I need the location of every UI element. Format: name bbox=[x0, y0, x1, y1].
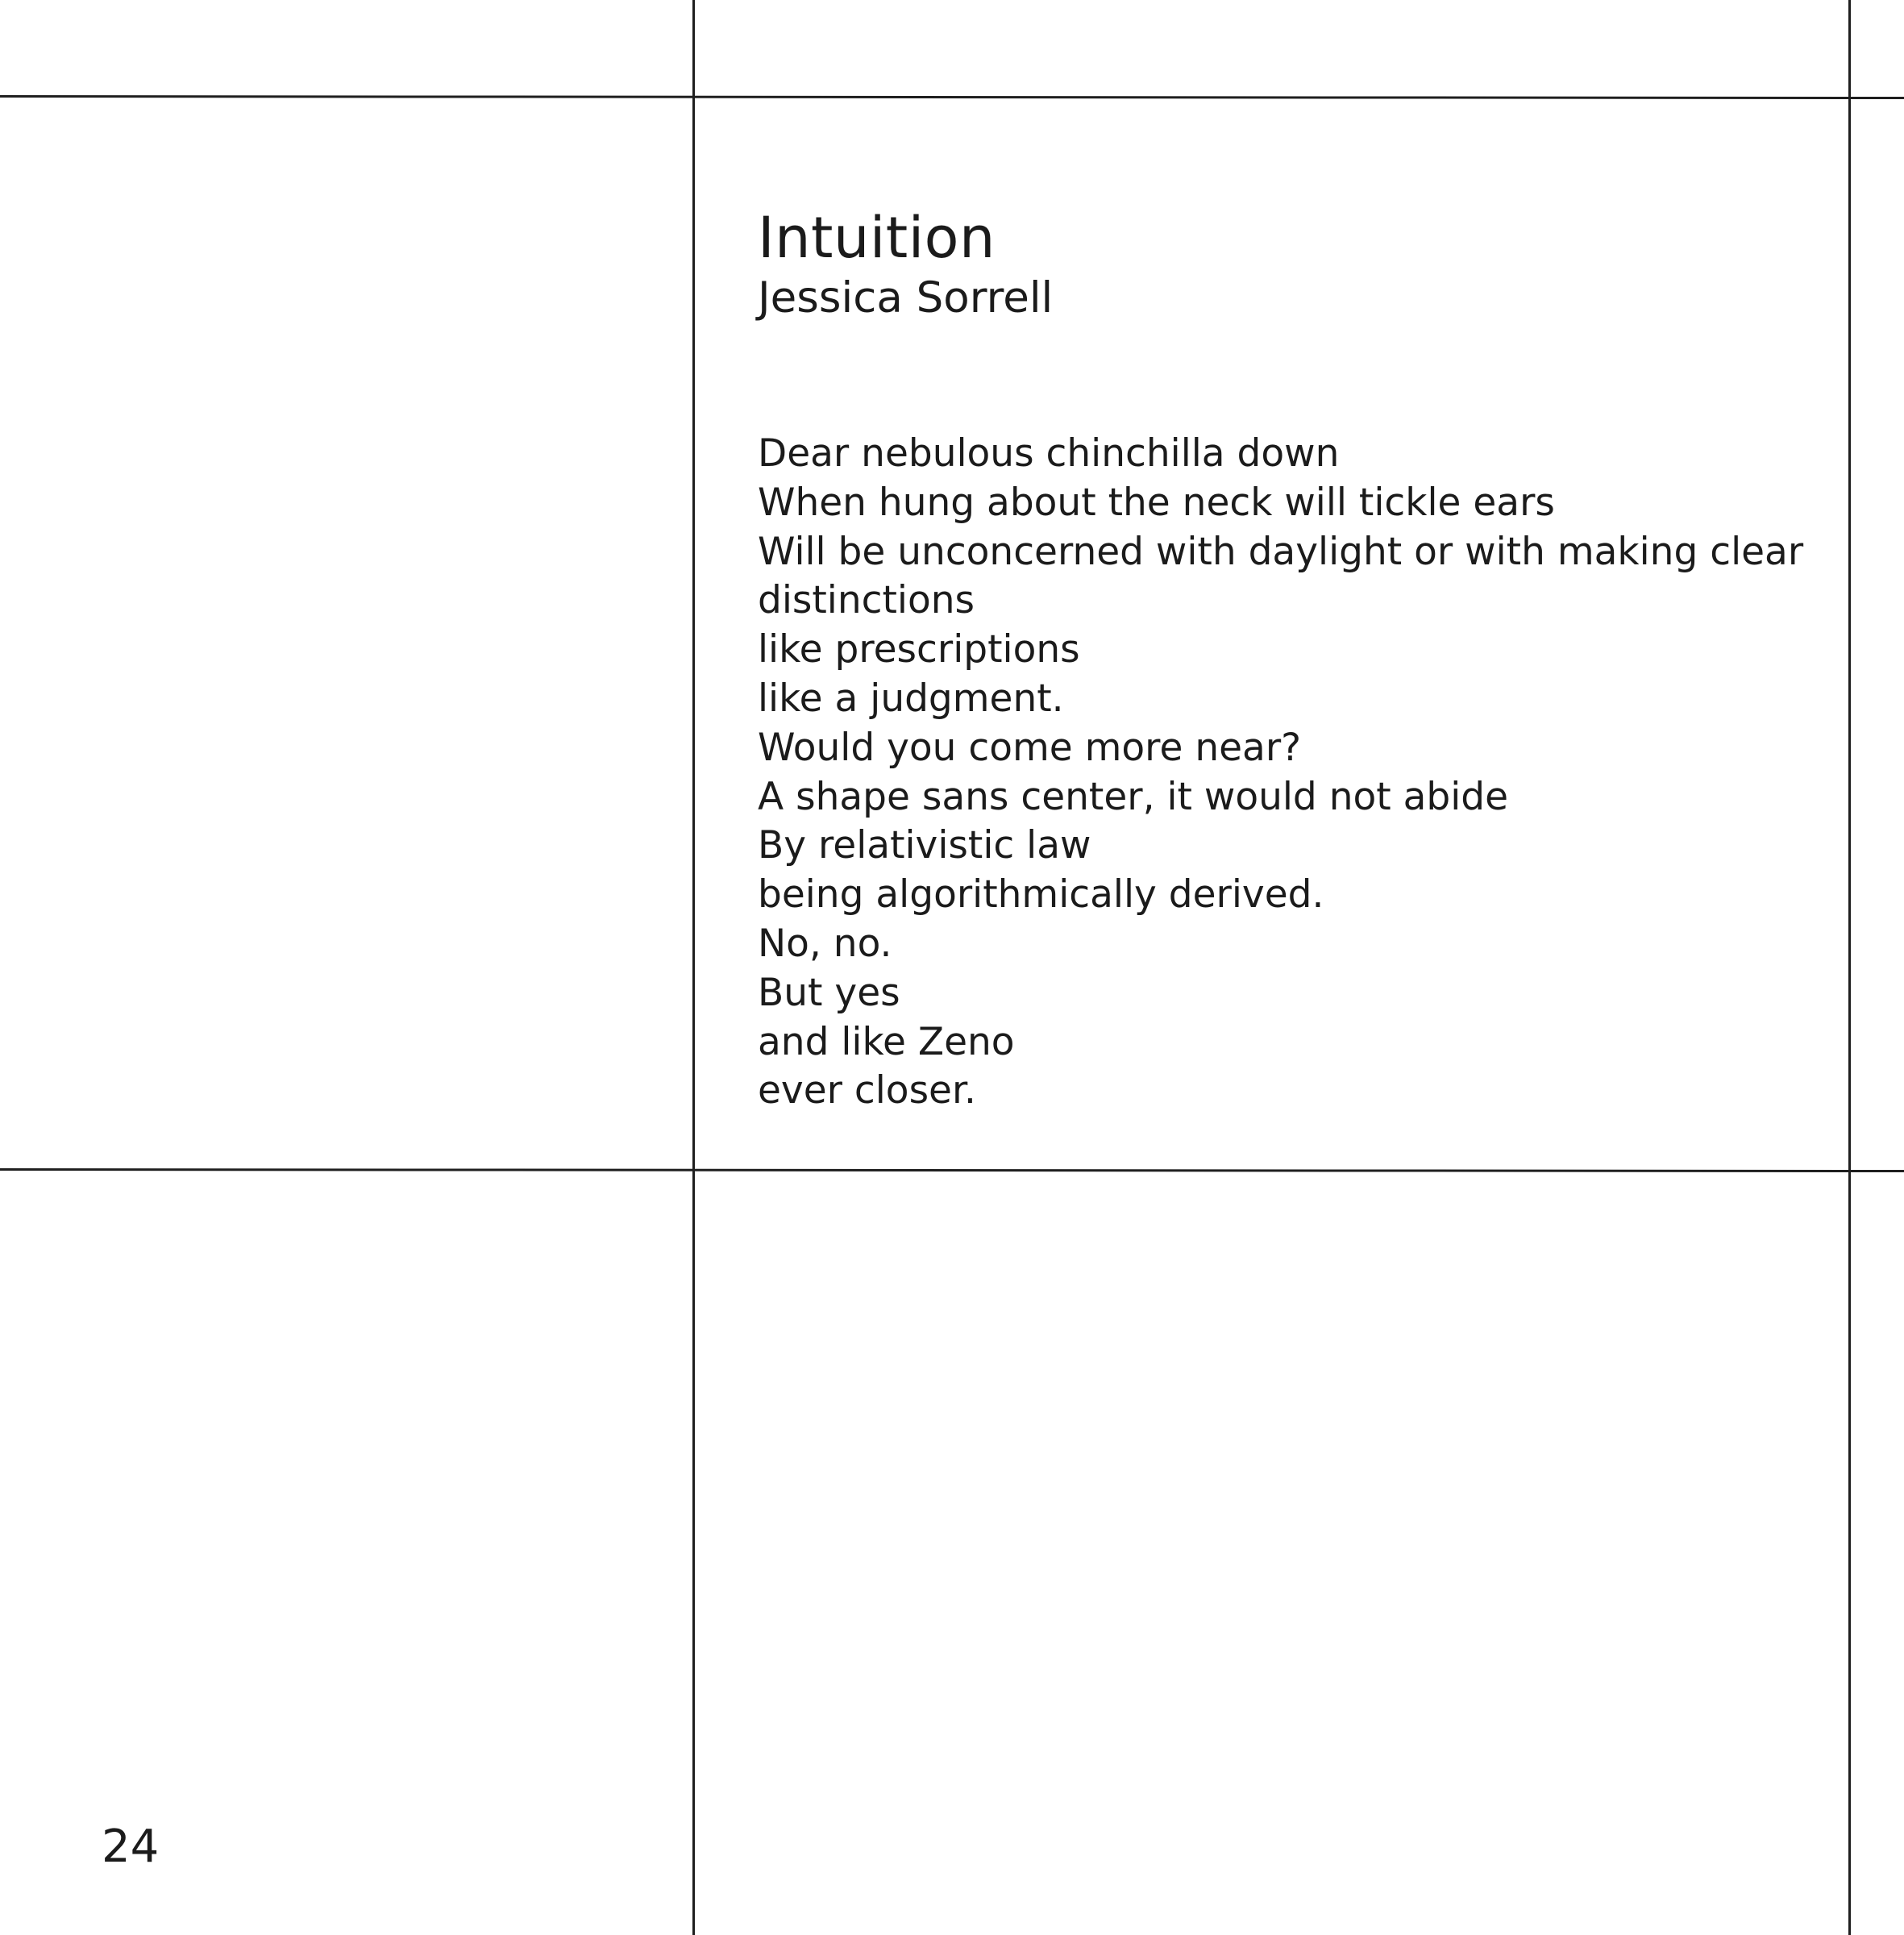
poem-line: ever closer. bbox=[758, 1068, 976, 1113]
poem-line: like prescriptions bbox=[758, 627, 1080, 672]
poem-line: being algorithmically derived. bbox=[758, 872, 1324, 918]
page-number: 24 bbox=[102, 1821, 160, 1873]
grid-line-bottom bbox=[0, 1168, 1904, 1172]
poem bbox=[758, 204, 1822, 1116]
grid-line-left bbox=[692, 0, 695, 1935]
poem-line: distinctions bbox=[758, 578, 975, 623]
poem-line: like a judgment. bbox=[758, 676, 1064, 721]
poem-line: Will be unconcerned with daylight or with making clear bbox=[758, 529, 1804, 574]
poem-line: and like Zeno bbox=[758, 1019, 1015, 1064]
poem-line: No, no. bbox=[758, 921, 892, 966]
poem-body bbox=[758, 430, 1822, 1116]
poem-line: But yes bbox=[758, 970, 900, 1015]
poem-line: A shape sans center, it would not abide bbox=[758, 774, 1509, 819]
poem-author: Jessica Sorrell bbox=[758, 273, 1054, 322]
poem-line: When hung about the neck will tickle ears bbox=[758, 480, 1555, 525]
poem-line: Would you come more near? bbox=[758, 725, 1302, 770]
poem-line: Dear nebulous chinchilla down bbox=[758, 431, 1340, 476]
grid-line-top bbox=[0, 95, 1904, 99]
poem-title: Intuition bbox=[758, 205, 996, 271]
poem-line: By relativistic law bbox=[758, 823, 1091, 868]
grid-line-right bbox=[1848, 0, 1851, 1935]
